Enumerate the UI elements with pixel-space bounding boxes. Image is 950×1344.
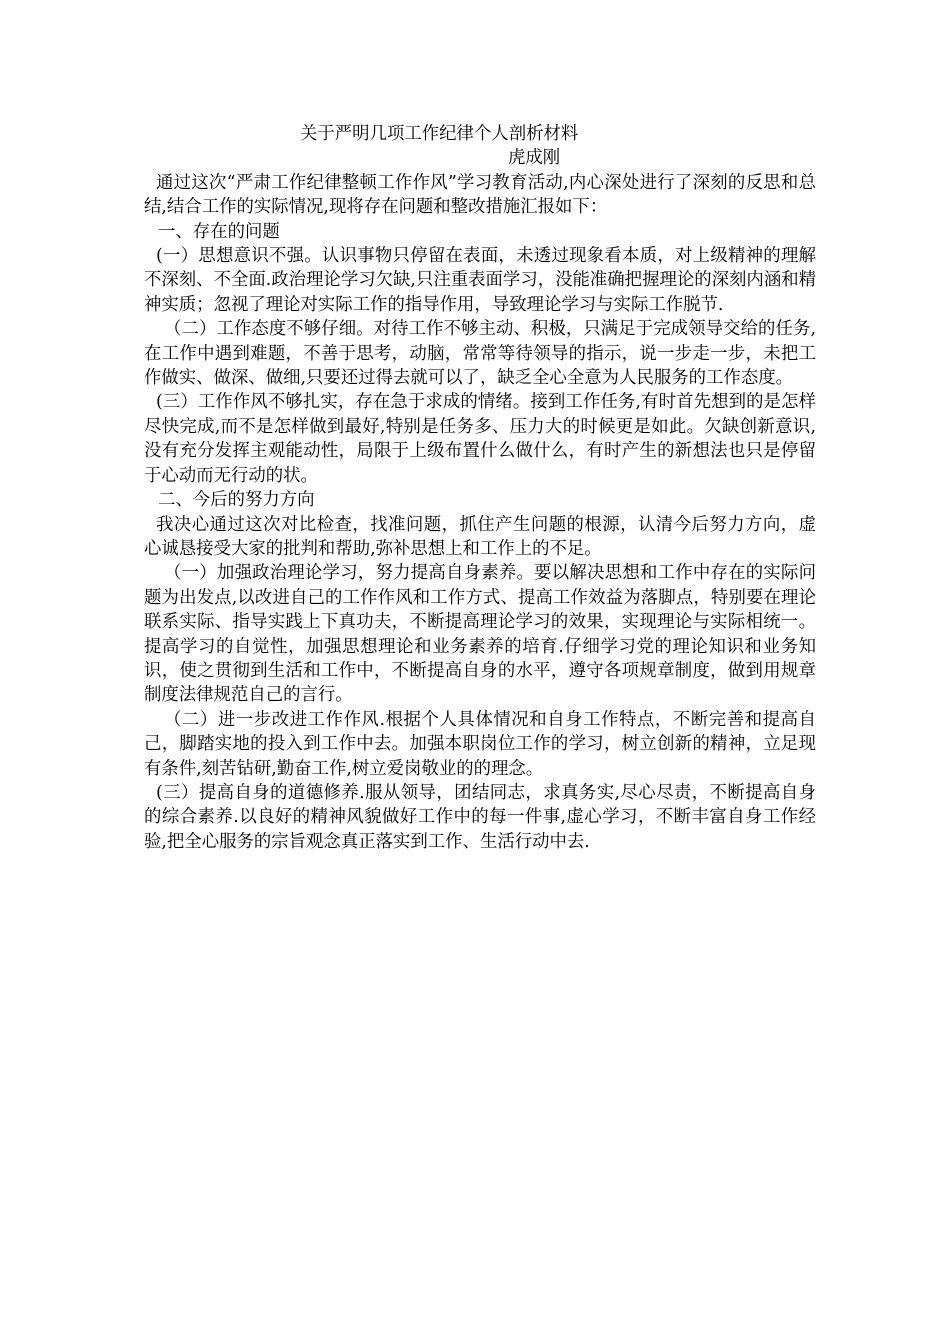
direction-item-2: （二）进一步改进工作作风.根据个人具体情况和自身工作特点，不断完善和提高自己，脚踏实地的投入到工作中去。加强本职岗位工作的学习，树立创新的精神，立足现有条件,刻苦钻研,勤奋工作,树立爱岗敬业的的理念。 [144,709,816,779]
direction-item-1: （一）加强政治理论学习，努力提高自身素养。要以解决思想和工作中存在的实际问题为出发点,以改进自己的工作作风和工作方式、提高工作效益为落脚点，特别要在理论联系实际、指导实践上下真功夫，不断提高理论学习的效果，实现理论与实际相统一。提高学习的自觉性，加强思想理论和业务素养的培育.仔细学习党的理论知识和业务知识，使之贯彻到生活和工作中，不断提高自身的水平，遵守各项规章制度，做到用规章制度法律规范自己的言行。 [144,563,816,706]
problem-item-1: (一）思想意识不强。认识事物只停留在表面，未透过现象看本质，对上级精神的理解不深刻、不全面.政治理论学习欠缺,只注重表面学习，没能准确把握理论的深刻内涵和精神实质；忽视了理论对实际工作的指导作用，导致理论学习与实际工作脱节. [144,246,816,315]
document-body [144,122,816,854]
problem-item-3: (三）工作作风不够扎实，存在急于求成的情绪。接到工作任务,有时首先想到的是怎样尽快完成,而不是怎样做到最好,特别是任务多、压力大的时候更是如此。欠缺创新意识,没有充分发挥主观能动性，局限于上级布置什么做什么，有时产生的新想法也只是停留于心动而无行动的状。 [144,392,816,486]
direction-item-3: (三）提高自身的道德修养.服从领导，团结同志，求真务实,尽心尽责，不断提高自身的综合素养.以良好的精神风貌做好工作中的每一件事,虚心学习，不断丰富自身工作经验,把全心服务的宗旨观念真正落实到工作、生活行动中去. [144,782,816,852]
section-heading-direction: 二、今后的努力方向 [158,490,315,511]
intro-paragraph: 通过这次“严肃工作纪律整顿工作作风”学习教育活动,内心深处进行了深刻的反思和总结,结合工作的实际情况,现将存在问题和整改措施汇报如下： [144,172,816,218]
document-title: 关于严明几项工作纪律个人剖析材料 [300,124,579,144]
direction-intro-paragraph: 我决心通过这次对比检查，找准问题，抓住产生问题的根源，认清今后努力方向，虚心诚恳接受大家的批判和帮助,弥补思想上和工作上的不足。 [144,514,816,559]
section-heading-problems: 一、存在的问题 [158,221,280,242]
document-author: 虎成刚 [508,148,561,169]
problem-item-2: （二）工作态度不够仔细。对待工作不够主动、积极，只满足于完成领导交给的任务,在工作中遇到难题，不善于思考，动脑，常常等待领导的指示，说一步走一步，未把工作做实、做深、做细,只要还过得去就可以了，缺乏全心全意为人民服务的工作态度。 [144,319,816,389]
